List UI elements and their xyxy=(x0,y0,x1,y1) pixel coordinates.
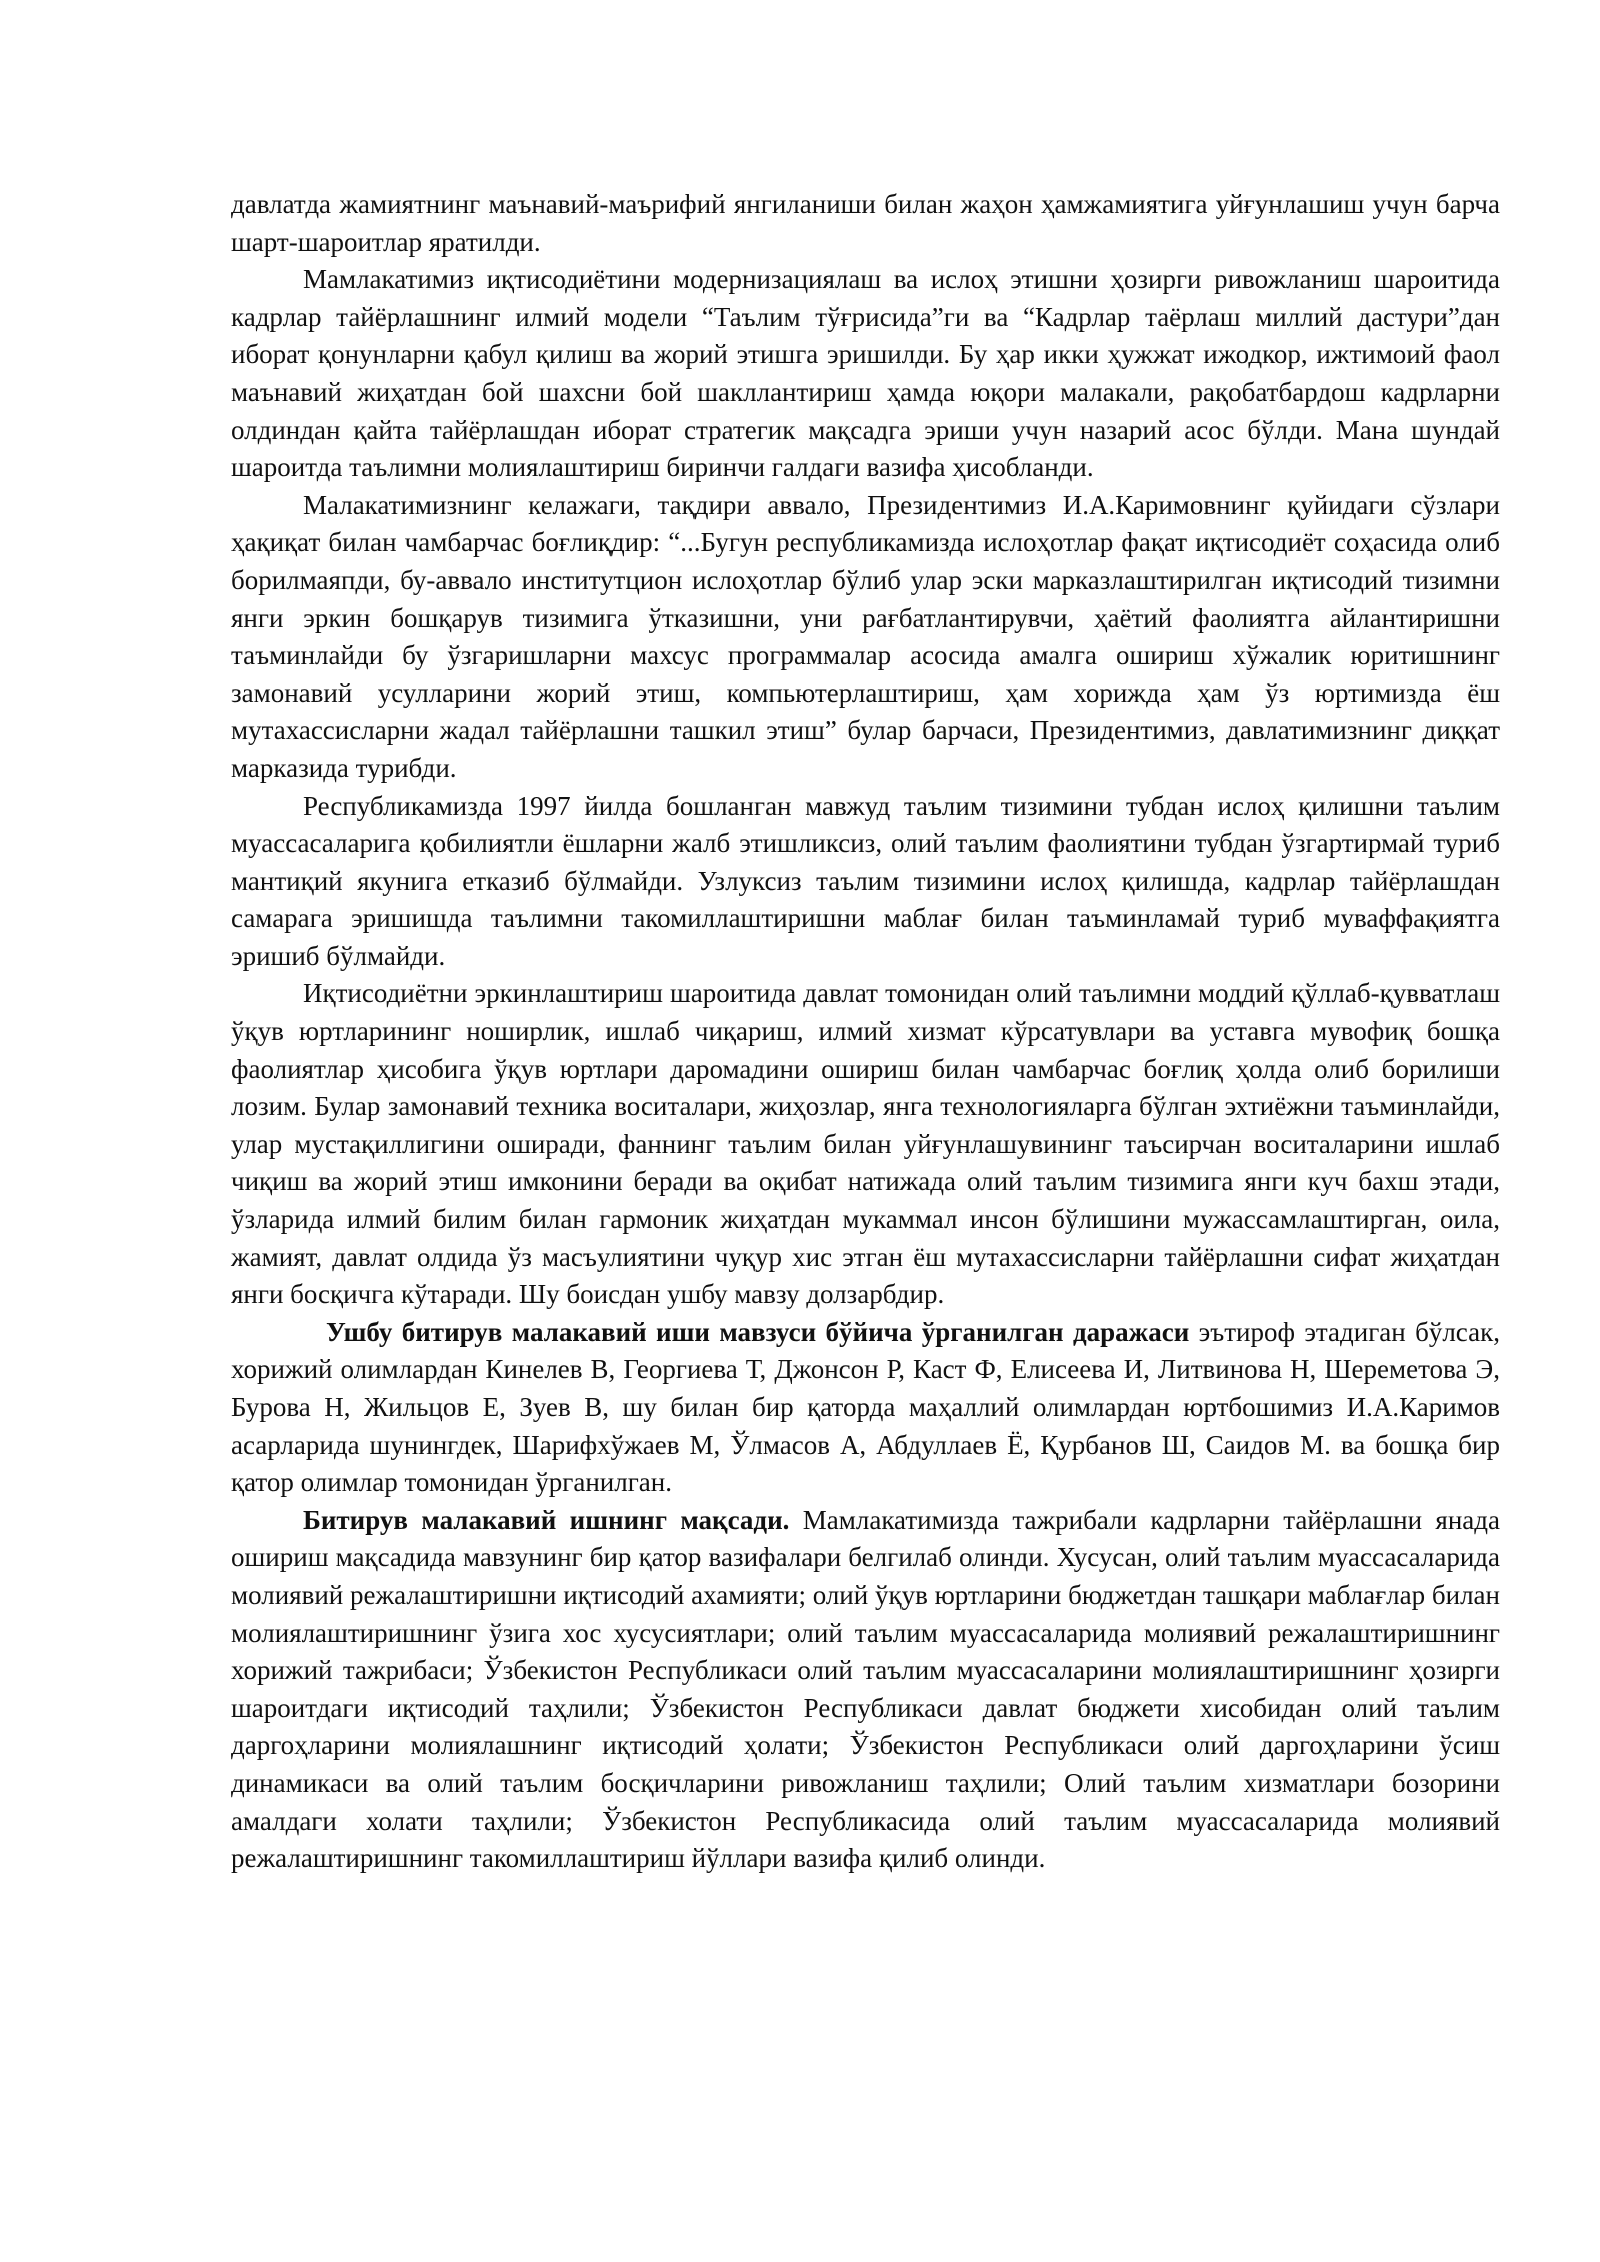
paragraph-3 xyxy=(231,487,1500,788)
paragraph-4 xyxy=(231,788,1500,976)
paragraph-7-bold-heading: Битирув малакавий ишнинг мақсади. xyxy=(303,1504,790,1535)
paragraph-4-text: Республикамизда 1997 йилда бошланган мавжуд таълим тизимини тубдан ислоҳ қилишни таълим муассасаларига қобилиятли ёшларни жалб этишликсиз, олий таълим фаолиятини тубдан ўзгартирмай туриб мантиқий якунига етказиб бўлмайди. Узлуксиз таълим тизимини ислоҳ қилишда, кадрлар тайёрлашдан самарага эришишда таълимни такомиллаштиришни маблағ билан таъминламай туриб муваффақиятга эришиб бўлмайди. xyxy=(231,790,1500,971)
paragraph-6-text: эътироф этадиган бўлсак, хорижий олимлардан Кинелев В, Георгиева Т, Джонсон Р, Каст Ф, Елисеева И, Литвинова Н, Шереметова Э, Бурова Н, Жильцов Е, Зуев В, шу билан бир қаторда маҳаллий олимлардан юртбошимиз И.А.Каримов асарларида шунингдек, Шарифхўжаев М, Ўлмасов А, Абдуллаев Ё, Қурбанов Ш, Саидов М. ва бошқа бир қатор олимлар томонидан ўрганилган. xyxy=(231,1316,1500,1498)
paragraph-5 xyxy=(231,975,1500,1313)
paragraph-3-text: Малакатимизнинг келажаги, тақдири аввало, Президентимиз И.А.Каримовнинг қуйидаги сўзлари ҳақиқат билан чамбарчас боғлиқдир: “...Бугун республикамизда ислоҳотлар фақат иқтисодиёт соҳасида олиб борилмаяпди, бу-аввало институтцион ислоҳотлар бўлиб улар эски марказлаштирилган иқтисодий тизимни янги эркин бошқарув тизимига ўтказишни, уни рағбатлантирувчи, ҳаётий фаолиятга айлантиришни таъминлайди бу ўзгаришларни махсус программалар асосида амалга ошириш хўжалик юритишнинг замонавий усулларини жорий этиш, компьютерлаштириш, ҳам хорижда ҳам ўз юртимизда ёш мутахассисларни жадал тайёрлашни ташкил этиш” булар барчаси, Президентимиз, давлатимизнинг диққат марказида турибди. xyxy=(231,489,1500,783)
paragraph-1 xyxy=(231,186,1500,261)
document-page xyxy=(231,186,1500,1878)
paragraph-1-text: давлатда жамиятнинг маънавий-маърифий янгиланиши билан жаҳон ҳамжамиятига уйғунлашиш учун барча шарт-шароитлар яратилди. xyxy=(231,189,1500,257)
paragraph-5-text: Иқтисодиётни эркинлаштириш шароитида давлат томонидан олий таълимни моддий қўллаб-қувватлаш ўқув юртларининг ноширлик, ишлаб чиқариш, илмий хизмат кўрсатувлари ва уставга мувофиқ бошқа фаолиятлар ҳисобига ўқув юртлари даромадини ошириш билан чамбарчас боғлиқ ҳолда олиб борилиши лозим. Булар замонавий техника воситалари, жиҳозлар, янга технологияларга бўлган эхтиёжни таъминлайди, улар мустақиллигини оширади, фаннинг таълим билан уйғунлашувининг таъсирчан воситаларини ишлаб чиқиш ва жорий этиш имконини беради ва оқибат натижада олий таълим тизимига янги куч бахш этади, ўзларида илмий билим билан гармоник жиҳатдан мукаммал инсон бўлишини мужассамлаштирган, оила, жамият, давлат олдида ўз масъулиятини чуқур хис этган ёш мутахассисларни тайёрлашни сифат жиҳатдан янги босқичга кўтаради. Шу боисдан ушбу мавзу долзарбдир. xyxy=(231,978,1500,1310)
paragraph-2-text: Мамлакатимиз иқтисодиётини модернизациялаш ва ислоҳ этишни ҳозирги ривожланиш шароитида кадрлар тайёрлашнинг илмий модели “Таълим тўғрисида”ги ва “Кадрлар таёрлаш миллий дастури”дан иборат қонунларни қабул қилиш ва жорий этишга эришилди. Бу ҳар икки ҳужжат ижодкор, ижтимоий фаол маънавий жиҳатдан бой шахсни бой шакллантириш ҳамда юқори малакали, рақобатбардош кадрларни олдиндан қайта тайёрлашдан иборат стратегик мақсадга эриши учун назарий асос бўлди. Мана шундай шароитда таълимни молиялаштириш биринчи галдаги вазифа ҳисобланди. xyxy=(231,264,1500,483)
paragraph-6 xyxy=(231,1314,1500,1502)
paragraph-2 xyxy=(231,261,1500,487)
paragraph-7-text: Мамлакатимизда тажрибали кадрларни тайёрлашни янада ошириш мақсадида мавзунинг бир қатор вазифалари белгилаб олинди. Хусусан, олий таълим муассасаларида молиявий режалаштиришни иқтисодий ахамияти; олий ўқув юртларини бюджетдан ташқари маблағлар билан молиялаштиришнинг ўзига хос хусусиятлари; олий таълим муассасаларида молиявий режалаштиришнинг хорижий тажрибаси; Ўзбекистон Республикаси олий таълим муассасаларини молиялаштиришнинг ҳозирги шароитдаги иқтисодий таҳлили; Ўзбекистон Республикаси давлат бюджети хисобидан олий таълим даргоҳларини молиялашнинг иқтисодий ҳолати; Ўзбекистон Республикаси олий даргоҳларини ўсиш динамикаси ва олий таълим босқичларини ривожланиш таҳлили; Олий таълим хизматлари бозорини амалдаги холати таҳлили; Ўзбекистон Республикасида олий таълим муассасаларида молиявий режалаштиришнинг такомиллаштириш йўллари вазифа қилиб олинди. xyxy=(231,1504,1500,1874)
paragraph-6-bold-heading: Ушбу битирув малакавий иши мавзуси бўйича ўрганилган даражаси xyxy=(326,1316,1190,1347)
paragraph-7 xyxy=(231,1502,1500,1878)
